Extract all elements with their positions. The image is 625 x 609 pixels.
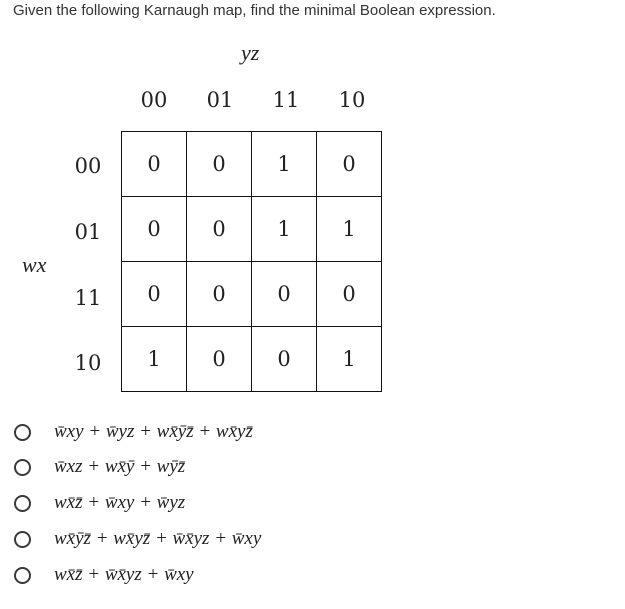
kmap-cell: 1 — [122, 327, 187, 392]
column-header-00: 00 — [140, 88, 168, 112]
answer-option-4[interactable] — [14, 525, 514, 553]
kmap-row — [122, 197, 382, 262]
question-text: Given the following Karnaugh map, find the minimal Boolean expression. — [13, 2, 496, 19]
kmap-row — [122, 262, 382, 327]
kmap-cell: 0 — [187, 132, 252, 197]
answer-option-label: wx̄z̄ + w̄xy + w̄yz — [54, 492, 186, 513]
kmap-cell: 1 — [317, 197, 382, 262]
kmap-cell: 0 — [122, 132, 187, 197]
kmap-row — [122, 327, 382, 392]
kmap-cell: 0 — [187, 262, 252, 327]
column-variable-label: yz — [241, 40, 260, 65]
karnaugh-map-grid — [121, 131, 382, 392]
answer-option-2[interactable] — [14, 453, 514, 481]
answer-option-label: w̄xz + wx̄ȳ + wȳz̄ — [54, 456, 186, 477]
row-header-10: 10 — [74, 351, 102, 375]
row-header-11: 11 — [74, 286, 102, 310]
column-header-10: 10 — [338, 88, 366, 112]
kmap-cell: 1 — [252, 197, 317, 262]
kmap-cell: 0 — [187, 327, 252, 392]
radio-button[interactable] — [14, 531, 31, 548]
kmap-cell: 0 — [187, 197, 252, 262]
row-header-00: 00 — [74, 154, 102, 178]
row-variable-label: wx — [22, 252, 47, 277]
kmap-cell: 0 — [122, 197, 187, 262]
kmap-cell: 1 — [252, 132, 317, 197]
kmap-cell: 0 — [317, 132, 382, 197]
column-header-01: 01 — [206, 88, 234, 112]
kmap-cell: 1 — [317, 327, 382, 392]
kmap-cell: 0 — [317, 262, 382, 327]
kmap-row — [122, 132, 382, 197]
radio-button[interactable] — [14, 567, 31, 584]
radio-button[interactable] — [14, 424, 31, 441]
radio-button[interactable] — [14, 459, 31, 476]
kmap-cell: 0 — [252, 262, 317, 327]
kmap-cell: 0 — [122, 262, 187, 327]
answer-option-label: wx̄ȳz̄ + wx̄yz̄ + w̄x̄yz + w̄xy — [54, 528, 262, 549]
answer-option-1[interactable] — [14, 418, 514, 446]
kmap-cell: 0 — [252, 327, 317, 392]
radio-button[interactable] — [14, 495, 31, 512]
answer-option-label: wx̄z̄ + w̄x̄yz + w̄xy — [54, 564, 194, 585]
answer-option-5[interactable] — [14, 561, 514, 589]
row-header-01: 01 — [74, 220, 102, 244]
answer-option-3[interactable] — [14, 489, 514, 517]
column-header-11: 11 — [272, 88, 300, 112]
answer-option-label: w̄xy + w̄yz + wx̄ȳz̄ + wx̄yz̄ — [54, 421, 253, 442]
